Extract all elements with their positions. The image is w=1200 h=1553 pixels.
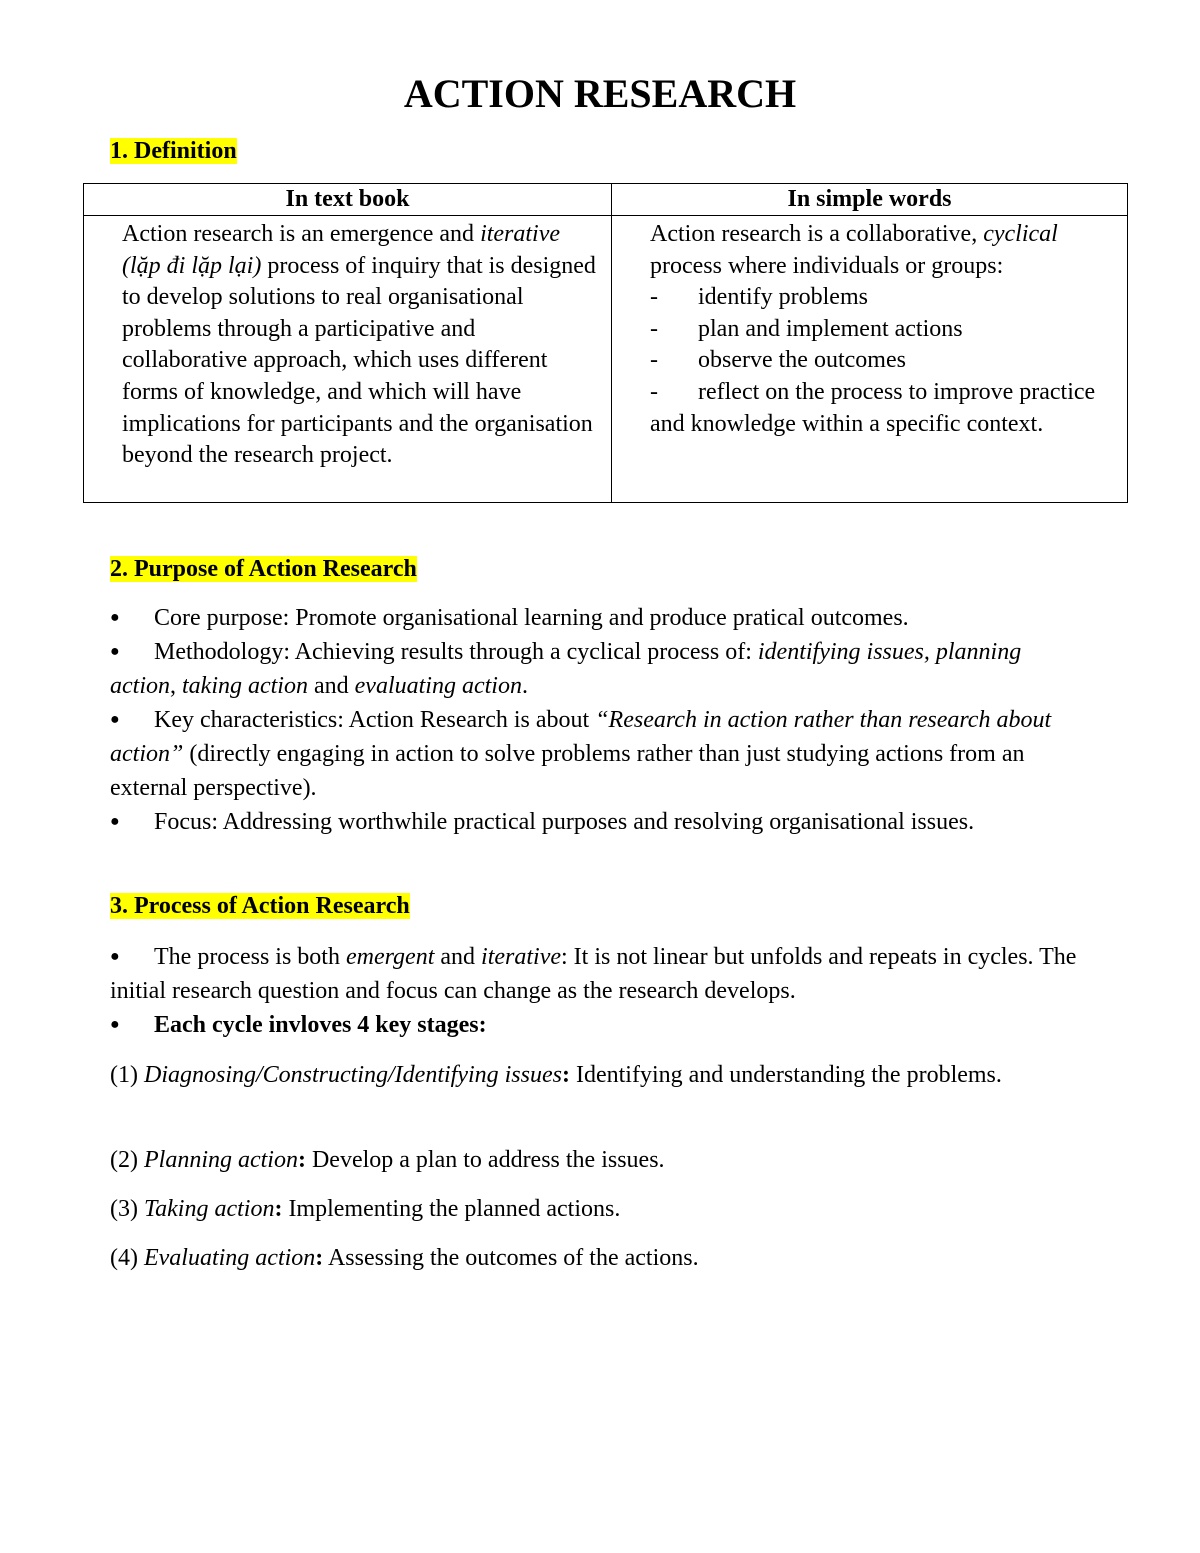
stage-item-1 (110, 1058, 1090, 1092)
purpose-bullet-list (110, 601, 1090, 839)
textbook-definition-text-a: Action research is an emergence and (122, 221, 481, 247)
stage-name: Evaluating action (143, 1245, 316, 1271)
stage-item-4 (110, 1241, 1090, 1275)
table-header-textbook: In text book (84, 184, 612, 216)
stage-name: Planning action (143, 1147, 298, 1173)
list-item (650, 345, 1117, 377)
purpose-method-italic-3: evaluating action (354, 673, 522, 699)
stage-colon: : (315, 1245, 324, 1271)
process-italic-emergent: emergent (345, 944, 435, 970)
simple-definition-italic: cyclical (983, 221, 1058, 247)
list-item-text: reflect on the process to improve practice and knowledge within a specific context. (650, 378, 1096, 437)
stage-number: (4) (110, 1245, 144, 1271)
dash-marker: - (650, 347, 658, 374)
bullet-marker: ● (110, 643, 120, 660)
purpose-method-sep-2: and (307, 673, 355, 699)
stage-description: Implementing the planned actions. (282, 1196, 621, 1222)
process-stages-intro: Each cycle invloves 4 key stages: (154, 1012, 487, 1038)
process-italic-iterative: iterative (481, 944, 561, 970)
list-item (650, 377, 1117, 440)
bullet-marker: ● (110, 948, 120, 965)
dash-marker: - (650, 284, 658, 311)
simple-definition-text-a: Action research is a collaborative, (650, 221, 984, 247)
simple-definition-intro (650, 219, 1117, 282)
definition-table (83, 183, 1128, 503)
section-3-heading (110, 890, 410, 922)
list-item (650, 314, 1117, 346)
stage-colon: : (561, 1062, 570, 1088)
document-title: ACTION RESEARCH (403, 71, 797, 116)
section-1-heading (110, 135, 237, 167)
stage-colon: : (297, 1147, 306, 1173)
list-item (110, 940, 1090, 1008)
stage-description: Assessing the outcomes of the actions. (323, 1245, 699, 1271)
simple-definition-cell (612, 216, 1128, 503)
purpose-method-italic-1: identifying issues, planning action (110, 639, 1022, 699)
stage-description: Develop a plan to address the issues. (305, 1147, 665, 1173)
bullet-marker: ● (110, 711, 120, 728)
stage-number: (1) (110, 1062, 144, 1088)
section-3-heading-text: 3. Process of Action Research (110, 893, 410, 919)
stage-item-3 (110, 1192, 1090, 1226)
section-2-heading-text: 2. Purpose of Action Research (110, 556, 417, 582)
dash-marker: - (650, 378, 658, 405)
purpose-method-text: Methodology: Achieving results through a cyclical process of: (154, 639, 758, 665)
list-item (110, 635, 1090, 703)
process-bullet-list (110, 940, 1090, 1042)
dash-marker: - (650, 315, 658, 342)
purpose-method-italic-2: taking action (182, 673, 308, 699)
process-text: The process is both (154, 944, 346, 970)
table-header-simple-words: In simple words (612, 184, 1128, 216)
stage-name: Diagnosing/Constructing/Identifying issues (143, 1062, 562, 1088)
process-end: : It is not linear but unfolds and repeats in cycles. The initial research question and focus can change as the research develops. (110, 944, 1077, 1004)
section-2-heading (110, 553, 417, 585)
purpose-characteristics-quote: “Research in action rather than research about action” (110, 707, 1052, 767)
stage-name: Taking action (143, 1196, 275, 1222)
textbook-definition-cell (84, 216, 612, 503)
list-item (110, 601, 1090, 635)
purpose-method-end: . (521, 673, 528, 699)
simple-definition-text-b: process where individuals or groups: (650, 252, 1004, 279)
stage-description: Identifying and understanding the problems. (569, 1062, 1002, 1088)
bullet-marker: ● (110, 813, 120, 830)
purpose-characteristics-end: (directly engaging in action to solve problems rather than just studying actions from an external perspective). (110, 741, 1025, 801)
stage-item-2 (110, 1143, 1090, 1177)
purpose-core-text: Core purpose: Promote organisational learning and produce pratical outcomes. (154, 605, 909, 631)
table-header-row (84, 184, 1128, 216)
purpose-characteristics-text: Key characteristics: Action Research is about (154, 707, 596, 733)
stage-colon: : (274, 1196, 283, 1222)
bullet-marker: ● (110, 609, 120, 626)
list-item-text: identify problems (698, 284, 868, 311)
process-sep: and (434, 944, 482, 970)
list-item-text: observe the outcomes (698, 347, 906, 374)
textbook-definition-text-b: process of inquiry that is designed to develop solutions to real organisational problems through a participative and collaborative approach, which uses different forms of knowledge, and which will have implications for participants and the organisation beyond the research project. (122, 252, 596, 469)
list-item (650, 282, 1117, 314)
list-item (110, 1008, 1090, 1042)
bullet-marker: ● (110, 1016, 120, 1033)
purpose-focus-text: Focus: Addressing worthwhile practical purposes and resolving organisational issues. (154, 809, 975, 835)
section-1-heading-text: 1. Definition (110, 138, 237, 164)
stage-number: (2) (110, 1147, 144, 1173)
stage-number: (3) (110, 1196, 144, 1222)
list-item-text: plan and implement actions (698, 315, 963, 342)
list-item (110, 703, 1090, 805)
purpose-method-sep-1: , (170, 673, 182, 699)
list-item (110, 805, 1090, 839)
table-row (84, 216, 1128, 503)
textbook-definition-italic: iterative (lặp đi lặp lại) (122, 221, 561, 279)
